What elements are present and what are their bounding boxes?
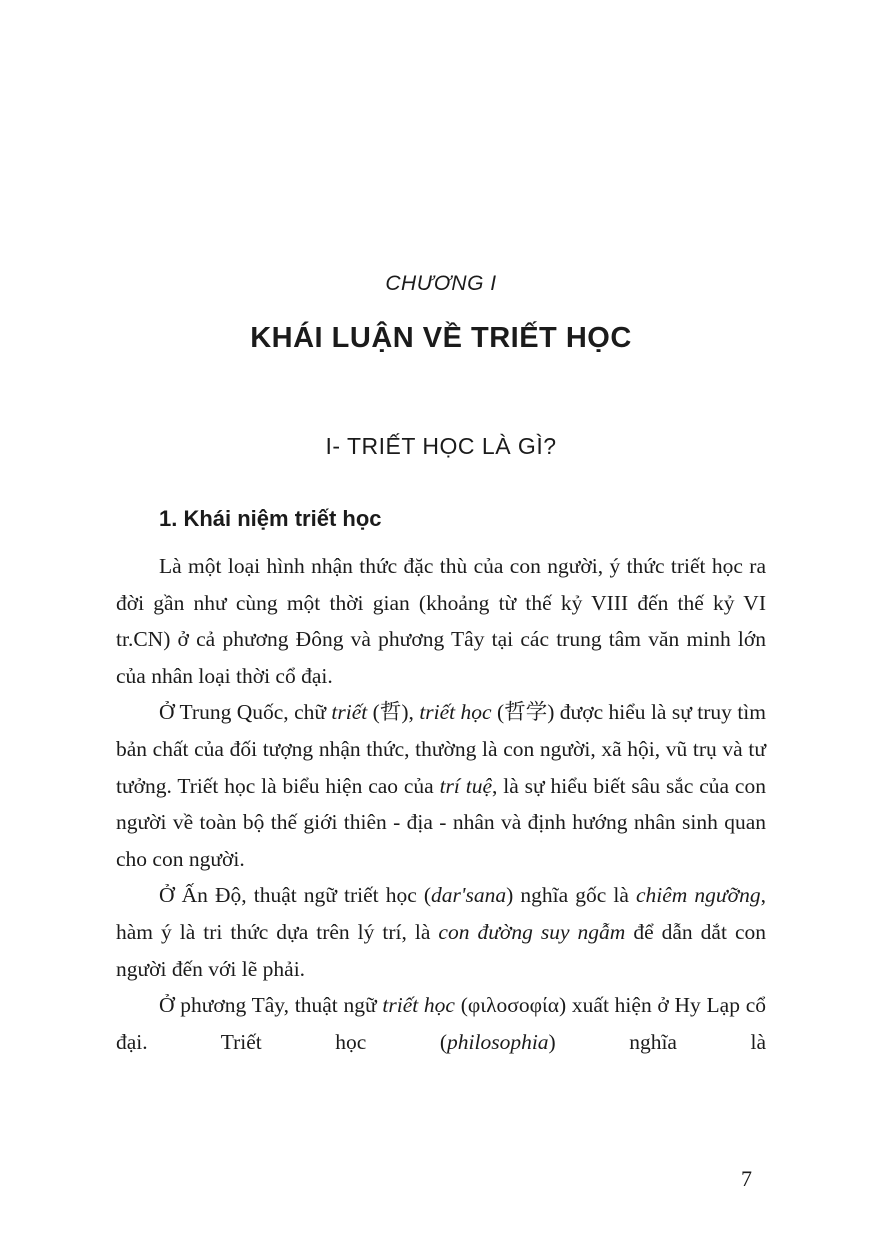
text-segment: (φιλοσοφία) xuất hiện ở Hy Lạp cổ đại. Triết học (: [116, 993, 766, 1054]
paragraph: [116, 877, 766, 987]
page-content: [116, 0, 766, 1060]
italic-text-segment: dar'sana: [431, 883, 507, 908]
text-segment: Ở phương Tây, thuật ngữ: [159, 993, 383, 1018]
body-text: [116, 548, 766, 1060]
italic-text-segment: chiêm ngưỡng: [635, 883, 761, 908]
italic-text-segment: triết: [331, 700, 368, 725]
text-segment: , hàm ý là tri thức dựa trên lý trí, là: [116, 883, 766, 944]
italic-text-segment: con đường suy ngẫm: [438, 919, 626, 944]
italic-text-segment: philosophia: [447, 1029, 549, 1054]
chapter-label: CHƯƠNG I: [385, 272, 497, 295]
text-segment: để dẫn dắt con người đến với lẽ phải.: [116, 919, 766, 981]
text-segment: Ở Ấn Độ, thuật ngữ triết học (: [159, 883, 432, 908]
italic-text-segment: triết học: [382, 993, 455, 1018]
text-segment: , là sự hiểu biết sâu sắc của con người về toàn bộ thế giới thiên - địa - nhân và định hướng nhân sinh quan cho con người.: [116, 773, 766, 871]
paragraph: [116, 548, 766, 694]
section-heading: I- TRIẾT HỌC LÀ GÌ?: [325, 433, 557, 459]
text-segment: ) nghĩa gốc là: [506, 883, 636, 908]
paragraph: [116, 987, 766, 1060]
text-segment: (哲),: [367, 700, 420, 725]
paragraph: [116, 694, 766, 877]
text-segment: Là một loại hình nhận thức đặc thù của con người, ý thức triết học ra đời gần như cùng một thời gian (khoảng từ thế kỷ VIII đến thế kỷ VI tr.CN) ở cả phương Đông và phương Tây tại các trung tâm văn minh lớn của nhân loại thời cổ đại.: [116, 554, 766, 688]
text-segment: ) nghĩa là: [548, 1029, 766, 1054]
subsection-heading: 1. Khái niệm triết học: [159, 506, 382, 531]
text-segment: Ở Trung Quốc, chữ: [159, 700, 332, 725]
italic-text-segment: trí tuệ: [439, 773, 493, 798]
page-number: 7: [741, 1166, 752, 1191]
chapter-title: KHÁI LUẬN VỀ TRIẾT HỌC: [250, 322, 632, 354]
text-segment: (哲学) được hiểu là sự truy tìm bản chất của đối tượng nhận thức, thường là con người, xã hội, vũ trụ và tư tưởng. Triết học là biểu hiện cao của: [116, 700, 766, 798]
italic-text-segment: triết học: [419, 700, 492, 725]
